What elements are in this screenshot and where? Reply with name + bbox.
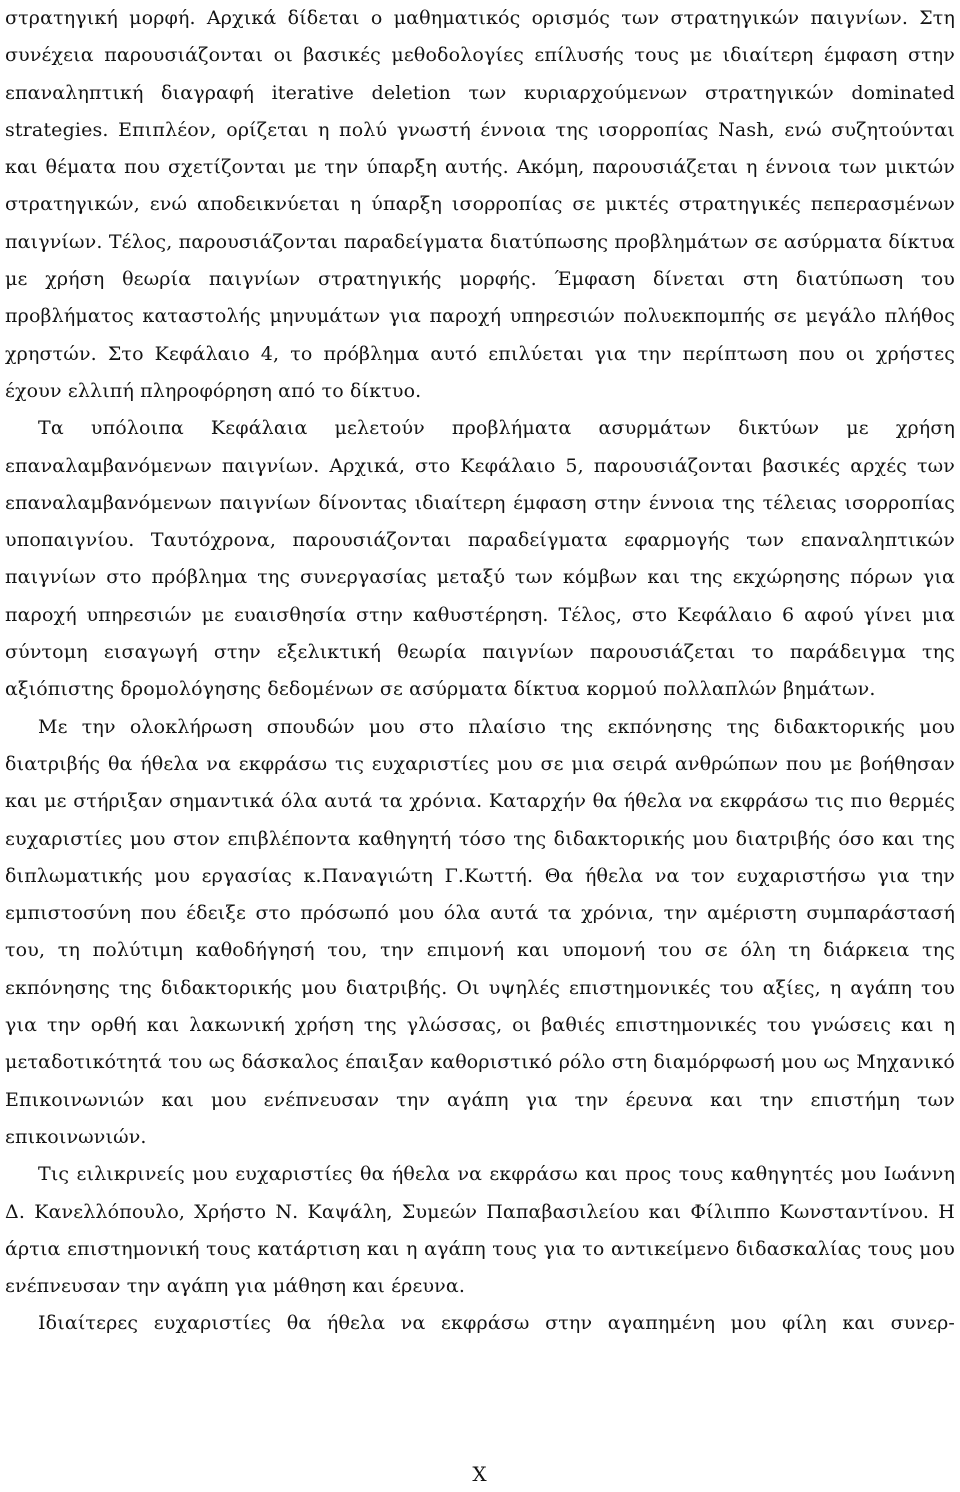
paragraph-acknowledgement-professors: Τις ειλικρινείς μου ευχαριστίες θα ήθελα να εκφράσω και προς τους καθηγητές μου Ιωάννη Δ. Κανελλόπουλο, Χρήστο Ν. Καψάλη, Συμεών Παπαβασιλείου και Φίλιππο Κωνσταντίνου. Η άρτια επιστημονική τους κατάρτιση και η αγάπη τους για το αντικείμενο διδασκαλίας τους μου ενέπνευσαν την αγάπη για μάθηση και έρευνα.: [5, 1163, 955, 1298]
page-number: X: [472, 1462, 488, 1486]
paragraph-chapter-3-summary: στρατηγική μορφή. Αρχικά δίδεται ο μαθηματικός ορισμός των στρατηγικών παιγνίων. Στη συνέχεια παρουσιάζονται οι βασικές μεθοδολογίες επίλυσής τους με ιδιαίτερη έμφαση στην επαναληπτική διαγραφή iterative deletion των κυριαρχούμενων στρατηγικών dominated strategies. Επιπλέον, ορίζεται η πολύ γνωστή έννοια της ισορροπίας Nash, ενώ συζητούνται και θέματα που σχετίζονται με την ύπαρξη αυτής. Ακόμη, παρουσιάζεται η έννοια των μικτών στρατηγικών, ενώ αποδεικνύεται η ύπαρξη ισορροπίας σε μικτές στρατηγικές πεπερασμένων παιγνίων. Τέλος, παρουσιάζονται παραδείγματα διατύπωσης προβλημάτων σε ασύρματα δίκτυα με χρήση θεωρία παιγνίων στρατηγικής μορφής. Έμφαση δίνεται στη διατύπωση του προβλήματος καταστολής μηνυμάτων για παροχή υπηρεσιών πολυεκπομπής σε μεγάλο πλήθος χρηστών. Στο Κεφάλαιο 4, το πρόβλημα αυτό επιλύεται για την περίπτωση που οι χρήστες έχουν ελλιπή πληροφόρηση από το δίκτυο.: [5, 7, 955, 402]
paragraph-acknowledgement-friend: Ιδιαίτερες ευχαριστίες θα ήθελα να εκφράσω στην αγαπημένη μου φίλη και συνερ-: [38, 1312, 955, 1335]
paragraph-repeated-games-summary: Τα υπόλοιπα Κεφάλαια μελετούν προβλήματα ασυρμάτων δικτύων με χρήση επαναλαμβανόμενων παιγνίων. Αρχικά, στο Κεφάλαιο 5, παρουσιάζονται βασικές αρχές των επαναλαμβανόμενων παιγνίων δίνοντας ιδιαίτερη έμφαση στην έννοια της τέλειας ισορροπίας υποπαιγνίου. Ταυτόχρονα, παρουσιάζονται παραδείγματα εφαρμογής των επαναληπτικών παιγνίων στο πρόβλημα της συνεργασίας μεταξύ των κόμβων και της εκχώρησης πόρων για παροχή υπηρεσιών με ευαισθησία στην καθυστέρηση. Τέλος, στο Κεφάλαιο 6 αφού γίνει μια σύντομη εισαγωγή στην εξελικτική θεωρία παιγνίων παρουσιάζεται το παράδειγμα της αξιόπιστης δρομολόγησης δεδομένων σε ασύρματα δίκτυα κορμού πολλαπλών βημάτων.: [5, 417, 955, 701]
paragraph-acknowledgement-supervisor: Με την ολοκλήρωση σπουδών μου στο πλαίσιο της εκπόνησης της διδακτορικής μου διατριβής θα ήθελα να εκφράσω τις ευχαριστίες μου σε μια σειρά ανθρώπων που με βοήθησαν και με στήριξαν σημαντικά όλα αυτά τα χρόνια. Καταρχήν θα ήθελα να εκφράσω τις πιο θερμές ευχαριστίες μου στον επιβλέποντα καθηγητή τόσο της διδακτορικής μου διατριβής όσο και της διπλωματικής μου εργασίας κ.Παναγιώτη Γ.Κωττή. Θα ήθελα να τον ευχαριστήσω για την εμπιστοσύνη που έδειξε στο πρόσωπό μου όλα αυτά τα χρόνια, την αμέριστη συμπαράστασή του, τη πολύτιμη καθοδήγησή του, την επιμονή και υπομονή του σε όλη τη διάρκεια της εκπόνησης της διδακτορικής μου διατριβής. Οι υψηλές επιστημονικές του αξίες, η αγάπη του για την ορθή και λακωνική χρήση της γλώσσας, οι βαθιές επιστημονικές του γνώσεις και η μεταδοτικότητά του ως δάσκαλος έπαιξαν καθοριστικό ρόλο στη διαμόρφωσή μου ως Μηχανικό Επικοινωνιών και μου ενέπνευσαν την αγάπη για την έρευνα και την επιστήμη των επικοινωνιών.: [5, 715, 955, 1148]
document-page: [5, 0, 955, 1343]
